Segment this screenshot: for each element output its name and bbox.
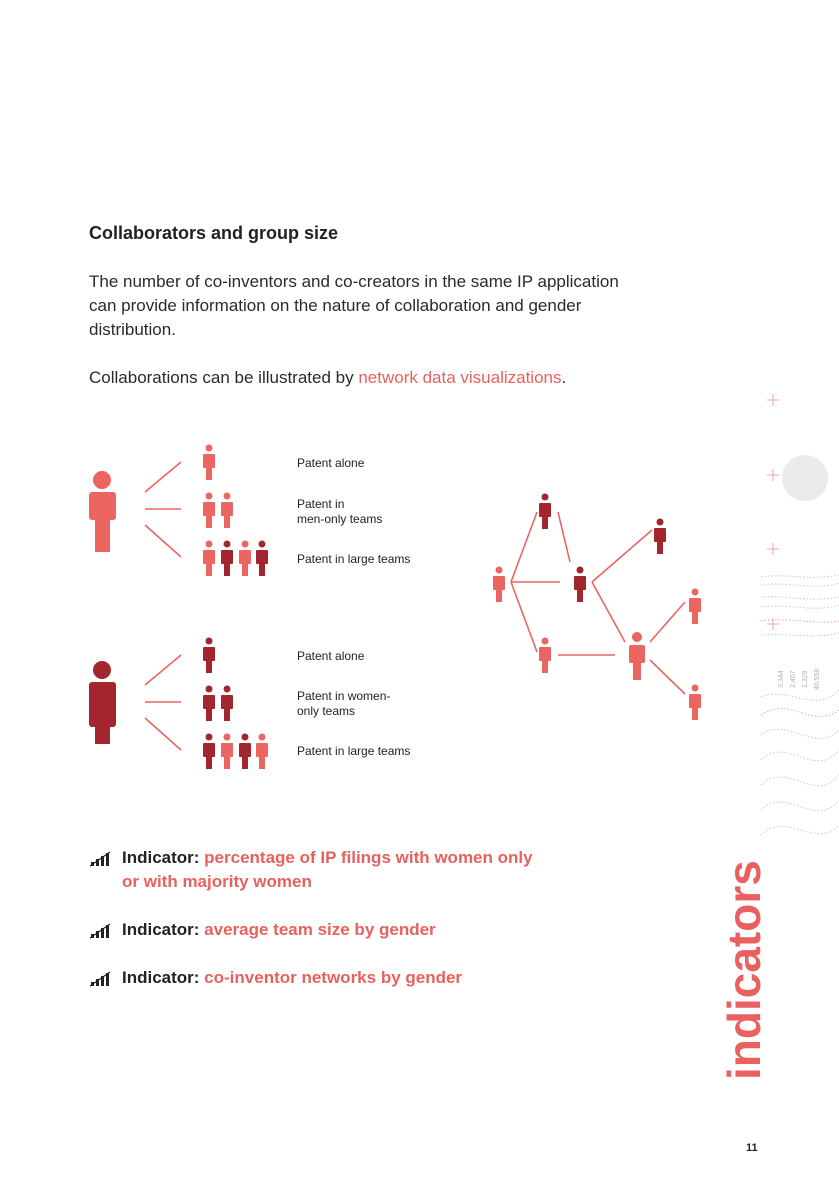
men-label-large: Patent in large teams	[297, 552, 411, 566]
person-icon	[239, 541, 251, 577]
indicator-prefix: Indicator:	[122, 920, 205, 939]
person-icons	[203, 445, 268, 577]
decorative-margin-graphic	[756, 385, 839, 855]
person-icon	[493, 567, 505, 603]
person-icons	[203, 638, 268, 770]
network-nodes	[493, 494, 701, 721]
person-icon	[203, 734, 215, 770]
indicator-prefix: Indicator:	[122, 968, 205, 987]
intro-paragraph: The number of co-inventors and co-creators in the same IP application can provide information on the nature of collaboration and gender distribution.	[89, 272, 619, 339]
large-man-icon	[89, 471, 116, 552]
decorative-circle	[782, 455, 828, 501]
person-icon	[689, 685, 701, 721]
indicator-text: co-inventor networks by gender	[204, 968, 463, 987]
men-label-team: Patent in men-only teams	[297, 497, 383, 526]
person-icon	[539, 638, 551, 674]
page-number: 11	[746, 1142, 758, 1154]
person-icon	[256, 541, 268, 577]
person-icon	[239, 734, 251, 770]
plus-icons	[767, 394, 779, 630]
indicator-prefix: Indicator:	[122, 848, 205, 867]
person-icon	[203, 541, 215, 577]
person-icon	[221, 541, 233, 577]
indicator-text: average team size by gender	[204, 920, 436, 939]
person-icon	[221, 734, 233, 770]
person-icon	[256, 734, 268, 770]
person-icon	[574, 567, 586, 603]
women-label-alone: Patent alone	[297, 649, 365, 663]
connector-lines	[145, 462, 181, 557]
plus-icon	[767, 543, 779, 555]
person-icon	[203, 686, 215, 722]
network-diagram	[480, 480, 720, 730]
plus-icon	[767, 469, 779, 481]
men-label-alone: Patent alone	[297, 456, 365, 470]
side-number: 3,344	[778, 670, 785, 688]
person-icon	[654, 519, 666, 555]
dotted-curves	[761, 575, 839, 835]
women-label-large: Patent in large teams	[297, 744, 411, 758]
large-person-icon	[629, 632, 645, 680]
plus-icon	[767, 394, 779, 406]
person-icon	[203, 638, 215, 674]
women-label-team: Patent in women- only teams	[297, 689, 391, 718]
signal-bars-icon	[89, 849, 111, 867]
side-number: 1,329	[802, 670, 809, 688]
side-number: 40,558	[814, 668, 821, 690]
network-viz-link[interactable]: network data visualizations	[358, 368, 562, 387]
section-heading: Collaborators and group size	[89, 223, 339, 243]
viz-sentence	[89, 368, 566, 388]
viz-sentence-after: .	[561, 368, 567, 387]
signal-bars-icon	[89, 969, 111, 987]
side-section-title: indicators	[718, 860, 770, 1080]
large-woman-icon	[89, 661, 116, 744]
person-icon	[539, 494, 551, 530]
person-icon	[221, 493, 233, 529]
person-icon	[203, 493, 215, 529]
person-icon	[689, 589, 701, 625]
connector-lines	[145, 655, 181, 750]
side-number: 2,407	[790, 670, 797, 688]
signal-bars-icon	[89, 921, 111, 939]
men-collaboration-diagram	[80, 435, 300, 585]
person-icon	[221, 686, 233, 722]
viz-sentence-before: Collaborations can be illustrated by	[89, 368, 359, 387]
women-collaboration-diagram	[80, 628, 300, 778]
person-icon	[203, 445, 215, 481]
indicator-text: percentage of IP filings with women only or with majority women	[122, 848, 533, 891]
